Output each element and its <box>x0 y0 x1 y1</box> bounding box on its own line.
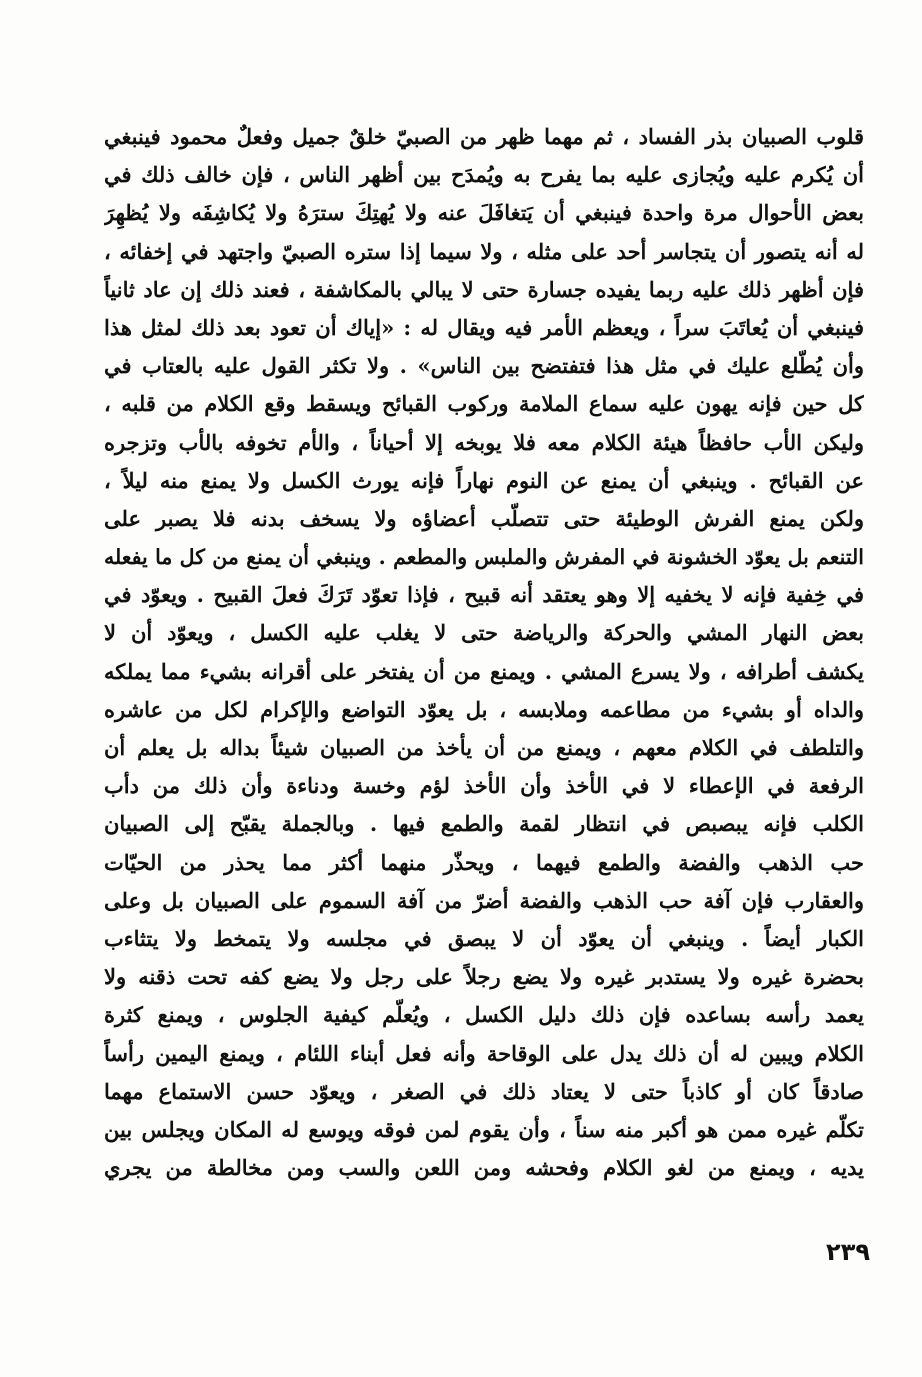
text-line: الكلب فإنه يبصبص في انتظار لقمة والطمع فيها . وبالجملة يقبّح إلى الصبيان <box>104 811 864 837</box>
text-line: ولكن يمنع الفرش الوطيئة حتى تتصلّب أعضاؤه ولا يسخف بدنه فلا يصبر على <box>104 505 864 531</box>
text-line: كل حين فإنه يهون عليه سماع الملامة وركوب القبائح ويسقط وقع الكلام من قلبه ، <box>104 391 864 417</box>
text-line: والداه أو بشيء من مطاعمه وملابسه ، بل يعوّد التواضع والإكرام لكل من عاشره <box>104 696 864 722</box>
text-line: الكبار أيضاً . وينبغي أن يعوّد أن لا يبصق في مجلسه ولا يتمخط ولا يتثاءب <box>104 925 864 951</box>
text-line: عن القبائح . وينبغي أن يمنع عن النوم نهاراً فإنه يورث الكسل ولا يمنع منه ليلاً ، <box>104 467 864 493</box>
text-line: والعقارب فإن آفة حب الذهب والفضة أضرّ من آفة السموم على الصبيان بل وعلى <box>104 887 864 913</box>
text-line: قلوب الصبيان بذر الفساد ، ثم مهما ظهر من الصبيّ خلقٌ جميل وفعلٌ محمود فينبغي <box>104 124 864 149</box>
text-line: له أنه يتصور أن يتجاسر أحد على مثله ، ولا سيما إذا ستره الصبيّ واجتهد في إخفائه ، <box>104 238 864 264</box>
text-line: حب الذهب والفضة والطمع فيهما ، ويحذّر منهما أكثر مما يحذر من الحيّات <box>104 849 864 875</box>
text-line: فإن أظهر ذلك عليه ربما يفيده جسارة حتى لا يبالي بالمكاشفة ، فعند ذلك إن عاد ثانياً <box>104 276 864 302</box>
text-line: الكلام ويبين له أن ذلك يدل على الوقاحة وأنه فعل أبناء اللئام ، ويمنع اليمين رأساً <box>104 1040 864 1066</box>
text-line: يعمد رأسه بساعده فإن ذلك دليل الكسل ، ويُعلّم كيفية الجلوس ، ويمنع كثرة <box>104 1002 864 1028</box>
text-line: وأن يُطّلع عليك في مثل هذا فتفتضح بين الناس» . ولا تكثر القول عليه بالعتاب في <box>104 353 864 379</box>
text-line: فينبغي أن يُعاتَبَ سراً ، ويعظم الأمر فيه ويقال له : «إياك أن تعود بعد ذلك لمثل هذا <box>104 314 864 340</box>
text-line: التنعم بل يعوّد الخشونة في المفرش والملبس والمطعم . وينبغي أن يمنع من كل ما يفعله <box>104 545 864 570</box>
text-line: يكشف أطرافه ، ولا يسرع المشي . ويمنع من أن يفتخر على أقرانه بشيء مما يملكه <box>104 658 864 684</box>
text-line: وليكن الأب حافظاً هيئة الكلام معه فلا يوبخه إلا أحياناً ، والأم تخوفه بالأب وتزجره <box>104 429 864 455</box>
page-number: ٢٣٩ <box>826 1238 870 1266</box>
text-line: بعض النهار المشي والحركة والرياضة حتى لا يغلب عليه الكسل ، ويعوّد أن لا <box>104 620 864 646</box>
text-line: يديه ، ويمنع من لغو الكلام وفحشه ومن اللعن والسب ومن مخالطة من يجري <box>104 1155 864 1181</box>
text-line: الرفعة في الإعطاء لا في الأخذ وأن الأخذ لؤم وخسة ودناءة وأن ذلك من دأب <box>104 773 864 799</box>
text-line: تكلّم غيره ممن هو أكبر منه سناً ، وأن يقوم لمن فوقه ويوسع له المكان ويجلس بين <box>104 1116 864 1142</box>
text-line: والتلطف في الكلام معهم ، ويمنع من أن يأخذ من الصبيان شيئاً بداله بل يعلم أن <box>104 735 864 760</box>
text-line: أن يُكرم عليه ويُجازى عليه بما يفرح به ويُمدَح بين أظهر الناس ، فإن خالف ذلك في <box>104 162 864 188</box>
text-line: صادقاً كان أو كاذباً حتى لا يعتاد ذلك في الصغر ، ويعوّد حسن الاستماع مهما <box>104 1078 864 1104</box>
text-line: بعض الأحوال مرة واحدة فينبغي أن يَتغافَلَ عنه ولا يُهتِكَ سترَهُ ولا يُكاشِفَه ولا يُظهِرَ <box>104 200 864 226</box>
text-line: في خِفية فإنه لا يخفيه إلا وهو يعتقد أنه قبيح ، فإذا تعوّد تَرَكَ فعلَ القبيح . ويعوّد في <box>104 582 864 608</box>
body-text <box>104 118 864 1187</box>
text-line: بحضرة غيره ولا يستدبر غيره ولا يضع رجلاً على رجل ولا يضع كفه تحت ذقنه ولا <box>104 964 864 990</box>
